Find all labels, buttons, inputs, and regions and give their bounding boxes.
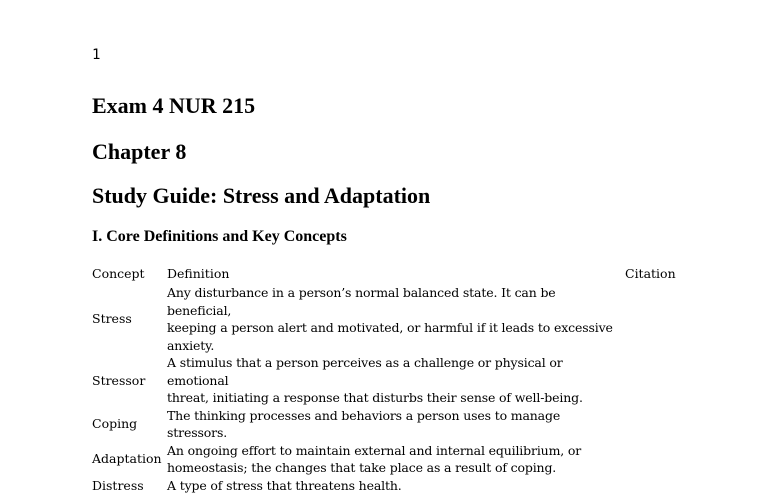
definition-line: A stimulus that a person perceives as a challenge or physical or emotional — [167, 354, 621, 389]
definition-line: keeping a person alert and motivated, or harmful if it leads to excessive — [167, 319, 621, 337]
citation-cell — [623, 354, 733, 407]
definition-line: homeostasis; the changes that take place as a result of coping. — [167, 459, 621, 477]
definition-line: The thinking processes and behaviors a person uses to manage stressors. — [167, 407, 621, 442]
definition-line: An ongoing effort to maintain external and internal equilibrium, or — [167, 442, 621, 460]
definitions-table — [90, 264, 733, 494]
section-heading: I. Core Definitions and Key Concepts — [92, 226, 347, 248]
definition-cell — [165, 284, 623, 354]
page-number: 1 — [92, 46, 100, 64]
concept-cell: Stress — [90, 284, 165, 354]
definition-line: anxiety. — [167, 337, 621, 355]
chapter-heading: Chapter 8 — [92, 138, 186, 166]
citation-cell — [623, 477, 733, 494]
column-header-definition: Definition — [165, 264, 623, 284]
definition-line: threat, initiating a response that disturbs their sense of well-being. — [167, 389, 621, 407]
definition-cell — [165, 407, 623, 442]
table-header-row — [90, 264, 733, 284]
column-header-citation: Citation — [623, 264, 733, 284]
concept-cell: Stressor — [90, 354, 165, 407]
definition-cell — [165, 354, 623, 407]
citation-cell — [623, 284, 733, 354]
table-row — [90, 284, 733, 354]
exam-title: Exam 4 NUR 215 — [92, 92, 255, 120]
definition-cell — [165, 442, 623, 477]
concept-cell: Adaptation — [90, 442, 165, 477]
definition-line: Any disturbance in a person’s normal balanced state. It can be beneficial, — [167, 284, 621, 319]
study-guide-title: Study Guide: Stress and Adaptation — [92, 182, 430, 210]
column-header-concept: Concept — [90, 264, 165, 284]
citation-cell — [623, 442, 733, 477]
concept-cell: Coping — [90, 407, 165, 442]
concept-cell: Distress — [90, 477, 165, 494]
table-row — [90, 407, 733, 442]
table-row — [90, 477, 733, 494]
table-row — [90, 354, 733, 407]
definition-line: A type of stress that threatens health. — [167, 477, 621, 494]
table-row — [90, 442, 733, 477]
definition-cell — [165, 477, 623, 494]
citation-cell — [623, 407, 733, 442]
